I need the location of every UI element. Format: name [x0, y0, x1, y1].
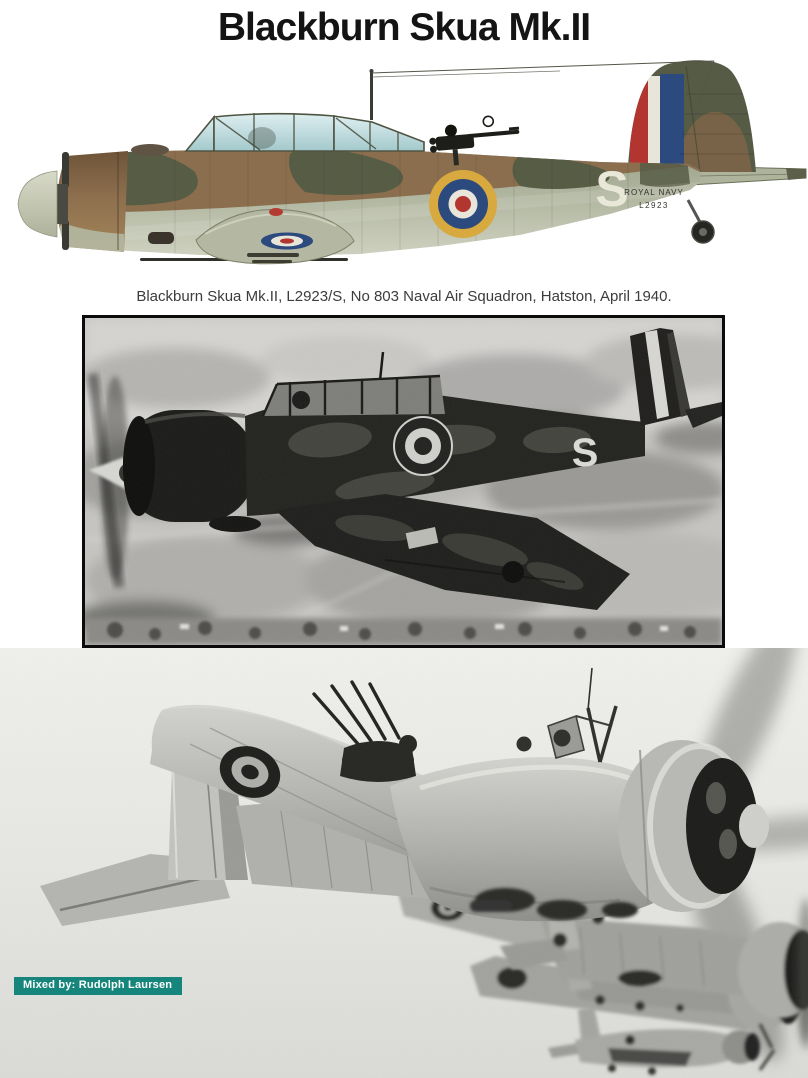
profile-illustration: [0, 54, 808, 286]
film-grain: [85, 318, 722, 645]
fin-flash: [630, 74, 684, 174]
wingtip-roundel: [261, 233, 313, 250]
inflight-photo-svg: [85, 318, 722, 645]
credit-badge: [14, 977, 182, 995]
profile-illustration-svg: [0, 54, 808, 286]
exhaust: [148, 232, 174, 244]
credit-label: Mixed by: Rudolph Laursen: [23, 979, 173, 991]
nav-light: [269, 208, 283, 216]
stencil-serial: L2923: [639, 201, 669, 210]
photo-caption: Blackburn Skua Mk.II, L2923/S, No 803 Naval Air Squadron, Hatston, April 1940.: [136, 288, 672, 305]
code-letter: S: [595, 161, 629, 217]
film-grain: [0, 648, 808, 1078]
stencil-royal-navy: ROYAL NAVY: [624, 188, 684, 197]
fuselage-roundel: [429, 170, 497, 238]
formation-photo: [0, 648, 808, 1078]
cockpit-canopy: [186, 113, 424, 151]
tail-fin: [628, 60, 756, 174]
formation-photo-svg: [0, 648, 808, 1078]
inflight-photo: [82, 315, 725, 648]
photo-code-letter: S: [570, 430, 599, 476]
page-title: Blackburn Skua Mk.II: [217, 6, 591, 49]
tailwheel: [688, 200, 714, 243]
